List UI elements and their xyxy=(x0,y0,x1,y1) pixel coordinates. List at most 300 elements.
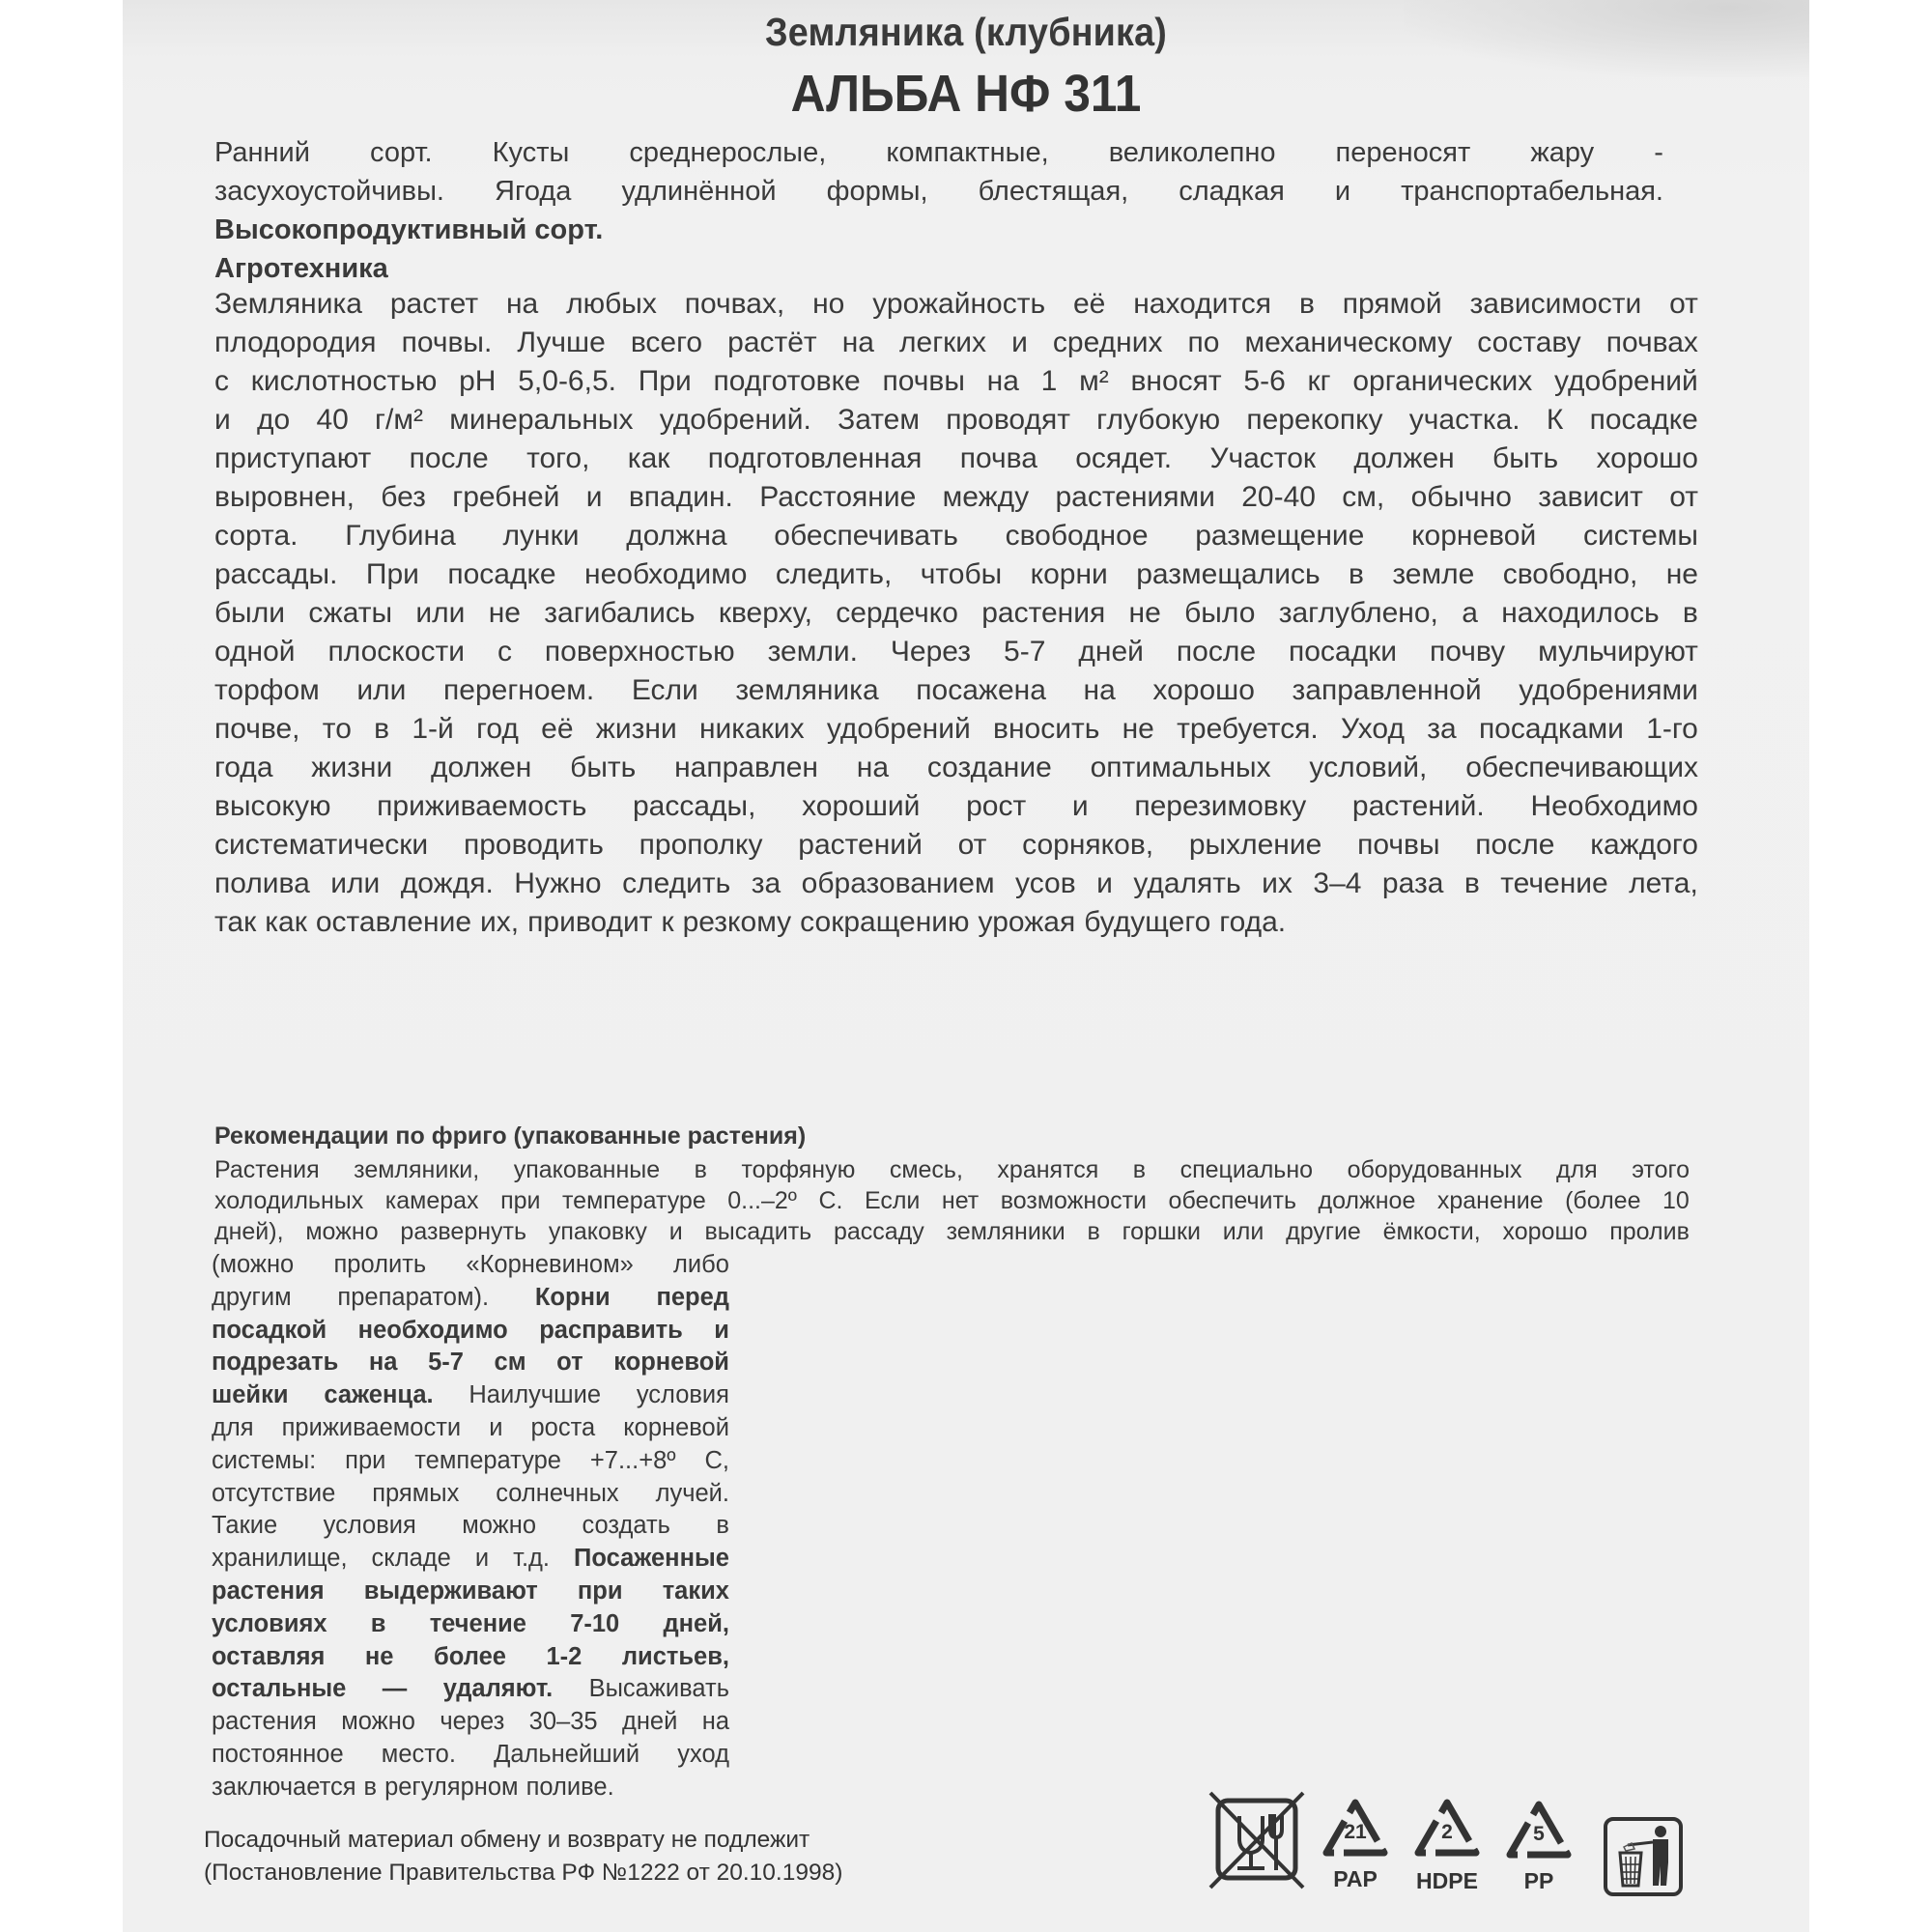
word: лета, xyxy=(1629,867,1698,899)
word: растений xyxy=(798,829,923,861)
agrotech-line xyxy=(214,285,1698,324)
frigo-line xyxy=(214,1154,1690,1185)
word: глубокую xyxy=(1096,404,1221,436)
word: системы: xyxy=(212,1446,317,1474)
word: или xyxy=(330,867,381,899)
agrotech-line xyxy=(214,478,1698,517)
word: температуре xyxy=(414,1446,561,1474)
word: полива xyxy=(214,867,310,899)
section-heading-agrotech: Агротехника xyxy=(214,253,388,284)
word: без xyxy=(381,481,426,513)
recycle-code-hdpe: 2 xyxy=(1441,1821,1453,1843)
word: с xyxy=(497,636,512,668)
word: Участок xyxy=(1209,442,1317,474)
word: растет xyxy=(389,288,479,320)
word: при xyxy=(345,1446,386,1474)
word: и xyxy=(1011,327,1028,358)
word: проводят xyxy=(946,404,1070,436)
word: в xyxy=(1298,288,1315,320)
word: блестящая, xyxy=(978,176,1129,207)
word: условиях xyxy=(212,1609,327,1637)
word: выдерживают xyxy=(363,1577,538,1605)
word: Лучше xyxy=(517,327,606,358)
word: и xyxy=(214,404,231,436)
word: посадкой xyxy=(212,1316,327,1344)
word: корневой xyxy=(613,1349,729,1377)
word: пролив xyxy=(1609,1218,1690,1245)
word: не xyxy=(1122,713,1154,745)
word: возможности xyxy=(1000,1187,1148,1214)
word: того, xyxy=(526,442,590,474)
word: великолепно xyxy=(1108,137,1276,168)
word: за xyxy=(1427,713,1457,745)
agrotech-line xyxy=(214,594,1698,633)
agrotech-line xyxy=(214,749,1698,787)
frigo-column-line xyxy=(212,1641,729,1674)
word: Затем xyxy=(838,404,920,436)
word: удаляют. xyxy=(442,1675,554,1703)
frigo-column-line xyxy=(212,1510,729,1543)
word: в xyxy=(1682,597,1698,629)
word: системы xyxy=(1582,520,1698,552)
word: растёт xyxy=(727,327,817,358)
word: уход xyxy=(677,1740,729,1768)
word: При xyxy=(638,365,692,397)
word: зависимости xyxy=(1469,288,1642,320)
word: 1-й xyxy=(412,713,454,745)
word: рассаду xyxy=(834,1218,924,1245)
word: течение xyxy=(1500,867,1608,899)
frigo-column-line xyxy=(212,1445,729,1478)
word: сердечко xyxy=(836,597,958,629)
word: чтобы xyxy=(920,558,1003,590)
word: хорошо xyxy=(1596,442,1698,474)
word: каждого xyxy=(1590,829,1698,861)
recycle-label-pap: PAP xyxy=(1333,1866,1378,1891)
word: выровнен, xyxy=(214,481,355,513)
frigo-column-line xyxy=(212,1706,729,1739)
frigo-paragraph-wide xyxy=(214,1154,1690,1247)
word: после xyxy=(1176,636,1257,668)
word: её xyxy=(541,713,574,745)
word: так xyxy=(214,906,257,938)
recycle-label-pp: PP xyxy=(1523,1868,1554,1893)
word: см xyxy=(494,1349,526,1377)
word: отсутствие xyxy=(212,1479,336,1507)
government-decree-ref: (Постановление Правительства РФ №1222 от 20.10.1998) xyxy=(204,1860,843,1886)
word: в xyxy=(374,713,390,745)
word: хорошо xyxy=(1152,674,1255,706)
word: их xyxy=(1262,867,1293,899)
word: т.д. xyxy=(513,1545,551,1573)
word: создать xyxy=(582,1512,670,1540)
recycle-label-hdpe: HDPE xyxy=(1416,1868,1478,1893)
word: до xyxy=(257,404,291,436)
word: было xyxy=(1184,597,1256,629)
word: складе xyxy=(371,1545,451,1573)
variety-description xyxy=(214,133,1663,288)
word: должна xyxy=(626,520,727,552)
word: Необходимо xyxy=(1530,790,1698,822)
word: удобрений xyxy=(826,713,971,745)
word: место. xyxy=(381,1740,456,1768)
word: для xyxy=(212,1413,254,1441)
agrotech-line xyxy=(214,633,1698,671)
word: высадить xyxy=(704,1218,812,1245)
word: быть xyxy=(570,752,637,783)
word: +7...+8º xyxy=(589,1446,676,1474)
word: посадками xyxy=(1478,713,1624,745)
word: в xyxy=(370,1609,386,1637)
word: приступают xyxy=(214,442,372,474)
word: систематически xyxy=(214,829,429,861)
section-heading-frigo: Рекомендации по фриго (упакованные растения) xyxy=(214,1122,807,1150)
word: засухоустойчивы. xyxy=(214,176,444,207)
agrotech-line xyxy=(214,517,1698,555)
word: листьев, xyxy=(621,1642,729,1670)
word: никаких xyxy=(698,713,805,745)
word: обеспечить xyxy=(1168,1187,1296,1214)
word: 1 xyxy=(1040,365,1058,397)
word: удлинённой xyxy=(621,176,777,207)
word: развернуть xyxy=(400,1218,527,1245)
word: Высаживать xyxy=(588,1675,729,1703)
word: вносят xyxy=(1130,365,1222,397)
word: формы, xyxy=(826,176,928,207)
word: подготовленная xyxy=(707,442,923,474)
word: нет xyxy=(941,1187,980,1214)
frigo-column-line xyxy=(212,1739,729,1772)
word: регулярном xyxy=(384,1773,519,1801)
word: свободное xyxy=(1005,520,1149,552)
word: при xyxy=(577,1577,623,1605)
word: размещение xyxy=(1195,520,1365,552)
word: или xyxy=(415,597,466,629)
agrotech-line xyxy=(214,671,1698,710)
frigo-column-line xyxy=(212,1282,729,1315)
word: свободно, xyxy=(1502,558,1638,590)
agrotech-line xyxy=(214,826,1698,865)
word: камерах xyxy=(384,1187,479,1214)
intro-line-1 xyxy=(214,133,1663,172)
word: 40 xyxy=(316,404,349,436)
word: оптимальных xyxy=(1090,752,1271,783)
word: кислотностью xyxy=(250,365,438,397)
word: пролить xyxy=(333,1251,427,1278)
word: м² xyxy=(1079,365,1109,397)
word: pH xyxy=(459,365,497,397)
word: Посаженные xyxy=(574,1545,729,1573)
word: года xyxy=(214,752,273,783)
word: Расстояние xyxy=(759,481,917,513)
word: сокращению xyxy=(800,906,970,938)
word: за xyxy=(751,867,781,899)
word: 1-2 xyxy=(546,1642,582,1670)
word: на xyxy=(841,327,874,358)
word: будущего xyxy=(1084,906,1211,938)
frigo-column-line xyxy=(212,1608,729,1641)
frigo-column-line xyxy=(212,1478,729,1511)
word: почвах xyxy=(1605,327,1698,358)
word: рассады, xyxy=(633,790,756,822)
word: дней), xyxy=(214,1218,284,1245)
word: течение xyxy=(429,1609,526,1637)
word: и xyxy=(489,1413,503,1441)
word: хорошо xyxy=(1502,1218,1588,1245)
word: легких xyxy=(899,327,987,358)
word: подрезать xyxy=(212,1349,339,1377)
word: усов xyxy=(1015,867,1076,899)
word: приживаемости xyxy=(281,1413,462,1441)
word: этого xyxy=(1632,1156,1690,1183)
word: удобрениями xyxy=(1519,674,1698,706)
word: прополку xyxy=(639,829,763,861)
word: почвы. xyxy=(401,327,493,358)
word: рассады. xyxy=(214,558,338,590)
word: в xyxy=(716,1512,729,1540)
word: среднерослые, xyxy=(629,137,827,168)
word: Нужно xyxy=(514,867,602,899)
word: ёмкости, xyxy=(1382,1218,1481,1245)
agrotech-line xyxy=(214,324,1698,362)
word: удобрений. xyxy=(659,404,811,436)
word: оборудованных xyxy=(1347,1156,1522,1183)
word: торфяную xyxy=(741,1156,856,1183)
word: почве, xyxy=(214,713,300,745)
word: посадке xyxy=(1589,404,1698,436)
word: жару xyxy=(1530,137,1595,168)
word: дождя. xyxy=(400,867,494,899)
word: должен xyxy=(431,752,532,783)
word: 10 xyxy=(1662,1187,1690,1214)
word: почвы xyxy=(882,365,965,397)
word: почвах, xyxy=(684,288,785,320)
frigo-paragraph-column xyxy=(212,1249,729,1804)
word: 5-7 xyxy=(428,1349,464,1377)
word: постоянное xyxy=(212,1740,344,1768)
word: дней xyxy=(1078,636,1144,668)
agrotech-line xyxy=(214,440,1698,478)
word: через xyxy=(440,1708,505,1736)
word: компактные, xyxy=(886,137,1049,168)
word: Дальнейший xyxy=(494,1740,640,1768)
word: по xyxy=(1187,327,1220,358)
word: посадке xyxy=(447,558,556,590)
word: корневой xyxy=(1411,520,1537,552)
variety-name: АЛЬБА НФ 311 xyxy=(790,65,1142,123)
word: другим xyxy=(212,1283,292,1311)
word: при xyxy=(500,1187,541,1214)
recycle-code-pap: 21 xyxy=(1344,1821,1367,1843)
agrotech-line xyxy=(214,787,1698,826)
word: можно xyxy=(341,1708,415,1736)
frigo-column-line xyxy=(212,1543,729,1576)
word: 3–4 xyxy=(1313,867,1362,899)
frigo-column-line xyxy=(212,1379,729,1412)
frigo-column-line xyxy=(212,1772,729,1804)
word: К xyxy=(1546,404,1564,436)
word: одной xyxy=(214,636,296,668)
word: упаковку xyxy=(548,1218,647,1245)
word: приводит xyxy=(527,906,653,938)
word: удобрений xyxy=(1553,365,1698,397)
word: сорняков, xyxy=(1022,829,1154,861)
word: более xyxy=(434,1642,506,1670)
word: и xyxy=(1096,867,1113,899)
word: как xyxy=(265,906,307,938)
word: Кусты xyxy=(492,137,570,168)
word: сорт. xyxy=(370,137,433,168)
word: «Корневином» xyxy=(466,1251,634,1278)
word: упакованные xyxy=(513,1156,661,1183)
word: и xyxy=(474,1545,490,1573)
word: в xyxy=(1349,558,1364,590)
word: таких xyxy=(662,1577,729,1605)
word: растений. xyxy=(1351,790,1485,822)
word: механическому xyxy=(1244,327,1453,358)
word: поверхностью xyxy=(544,636,735,668)
word: Наилучшие xyxy=(469,1381,602,1409)
word: горшки xyxy=(1122,1218,1201,1245)
word: обеспечивающих xyxy=(1465,752,1698,783)
word: см, xyxy=(1342,481,1385,513)
word: г/м² xyxy=(375,404,423,436)
word: сжаты xyxy=(308,597,393,629)
word: земли. xyxy=(767,636,858,668)
word: подготовке xyxy=(713,365,861,397)
frigo-column-line xyxy=(212,1412,729,1445)
word: раза xyxy=(1381,867,1444,899)
word: 7-10 xyxy=(570,1609,620,1637)
word: удалять xyxy=(1133,867,1241,899)
word: (более xyxy=(1565,1187,1641,1214)
word: 5-6 xyxy=(1243,365,1286,397)
word: смесь, xyxy=(889,1156,963,1183)
word: урожайность xyxy=(872,288,1046,320)
word: находится xyxy=(1133,288,1272,320)
word: почвы xyxy=(1357,829,1440,861)
word: загибались xyxy=(544,597,696,629)
word: заключается xyxy=(212,1773,356,1801)
word: температуре xyxy=(562,1187,706,1214)
word: Если xyxy=(631,674,698,706)
word: Уход xyxy=(1341,713,1405,745)
word: хороший xyxy=(802,790,921,822)
word: Растения xyxy=(214,1156,320,1183)
word: земле xyxy=(1392,558,1475,590)
word: условия xyxy=(636,1381,729,1409)
word: солнечных xyxy=(496,1479,619,1507)
word: 30–35 xyxy=(528,1708,598,1736)
word: года. xyxy=(1219,906,1287,938)
word: обеспечивать xyxy=(774,520,958,552)
word: 5-7 xyxy=(1004,636,1046,668)
word: Если xyxy=(864,1187,921,1214)
word: после xyxy=(409,442,489,474)
word: другие xyxy=(1286,1218,1361,1245)
word: корневой xyxy=(623,1413,729,1441)
word: Через xyxy=(890,636,972,668)
legal-notice xyxy=(204,1824,842,1889)
word: дней xyxy=(621,1708,678,1736)
packaging-symbols xyxy=(1208,1789,1711,1900)
word: в xyxy=(694,1156,707,1183)
word: гребней xyxy=(452,481,560,513)
word: хранилище, xyxy=(212,1545,348,1573)
word: осядет. xyxy=(1075,442,1173,474)
packet-back-sheet xyxy=(123,0,1809,1932)
word: сорта. xyxy=(214,520,298,552)
word: дней, xyxy=(663,1609,729,1637)
word: сладкая xyxy=(1179,176,1285,207)
word: приживаемость xyxy=(377,790,587,822)
word: в xyxy=(1463,867,1480,899)
word: С. xyxy=(818,1187,843,1214)
word: а xyxy=(1462,597,1478,629)
word: или xyxy=(356,674,407,706)
word: переносят xyxy=(1335,137,1471,168)
word: хранятся xyxy=(997,1156,1099,1183)
word: растения xyxy=(212,1708,317,1736)
word: рост xyxy=(966,790,1027,822)
word: на xyxy=(701,1708,729,1736)
word: почва xyxy=(959,442,1037,474)
word: можно xyxy=(462,1512,536,1540)
word: для xyxy=(1555,1156,1598,1183)
word: 1-го xyxy=(1646,713,1698,745)
word: составу xyxy=(1477,327,1581,358)
word: земляники, xyxy=(354,1156,480,1183)
word: зависит xyxy=(1538,481,1643,513)
word: перегноем. xyxy=(443,674,595,706)
word: на xyxy=(856,752,890,783)
word: в xyxy=(1132,1156,1147,1183)
recycle-code-pp: 5 xyxy=(1533,1823,1545,1845)
word: прямой xyxy=(1342,288,1442,320)
word: При xyxy=(365,558,419,590)
word: находилось xyxy=(1501,597,1660,629)
word: необходимо xyxy=(357,1316,508,1344)
word: урожая xyxy=(978,906,1076,938)
word: быть xyxy=(1492,442,1559,474)
word: можно xyxy=(305,1218,379,1245)
word: любых xyxy=(566,288,657,320)
word: проводить xyxy=(463,829,604,861)
word: транспортабельная. xyxy=(1401,176,1663,207)
word: средних xyxy=(1052,327,1163,358)
word: расправить xyxy=(539,1316,683,1344)
word: их, xyxy=(480,906,520,938)
word: и xyxy=(714,1316,729,1344)
word: растения xyxy=(981,597,1106,629)
word: вносить xyxy=(993,713,1100,745)
word: органических xyxy=(1352,365,1533,397)
word: С, xyxy=(704,1446,729,1474)
word: впадин. xyxy=(628,481,733,513)
word: были xyxy=(214,597,286,629)
word: между xyxy=(942,481,1030,513)
word: 20-40 xyxy=(1241,481,1316,513)
word: холодильных xyxy=(214,1187,364,1214)
word: необходимо xyxy=(584,558,748,590)
frigo-column-line xyxy=(212,1315,729,1348)
word: на xyxy=(986,365,1019,397)
word: и xyxy=(585,481,603,513)
word: специально xyxy=(1179,1156,1314,1183)
word: на xyxy=(1083,674,1116,706)
word: участка. xyxy=(1408,404,1520,436)
word: от xyxy=(957,829,987,861)
